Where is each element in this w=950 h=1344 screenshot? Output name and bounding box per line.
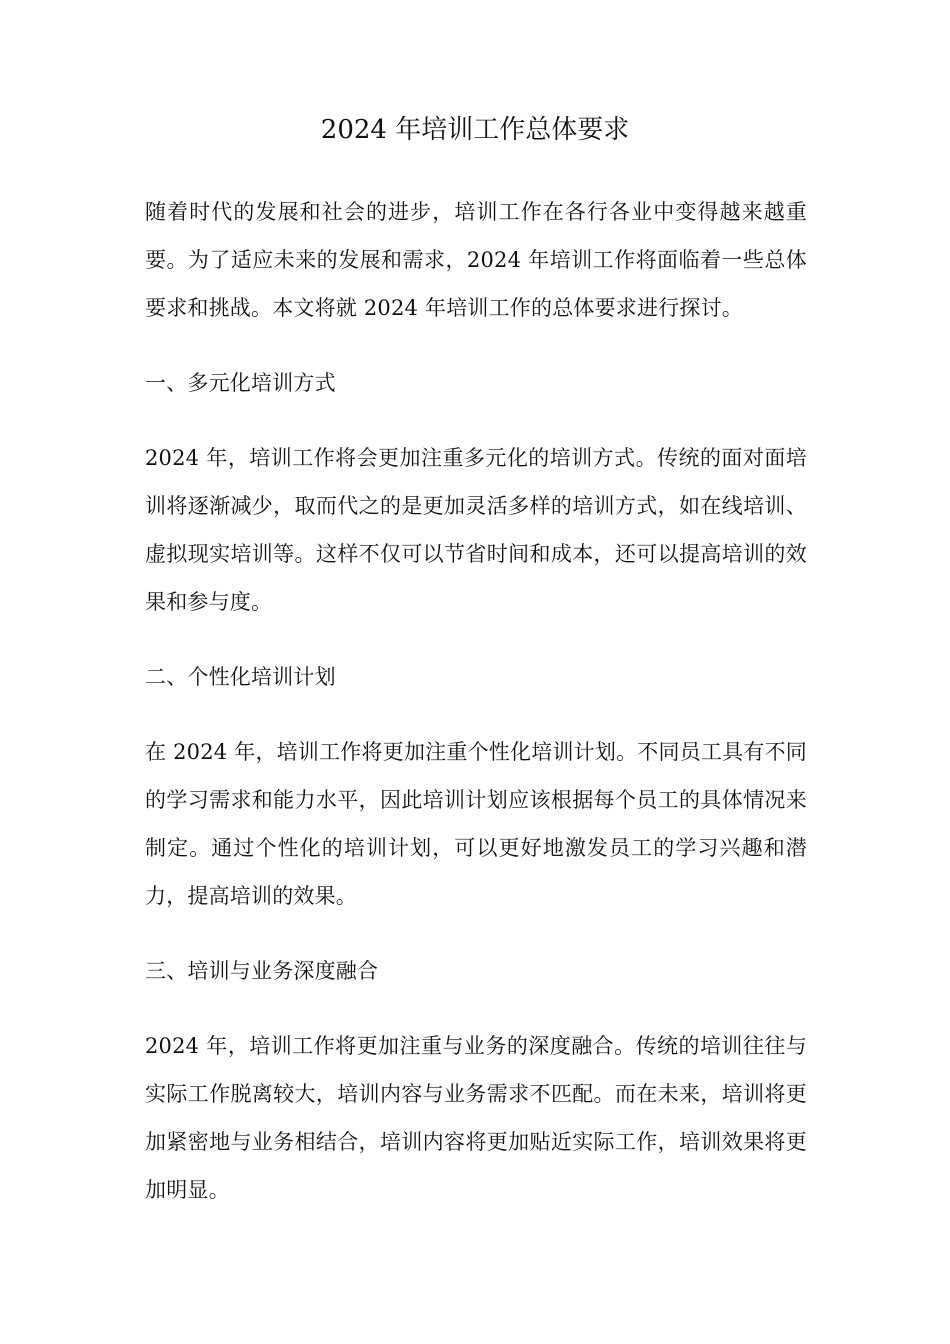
section-body-3: 2024 年，培训工作将更加注重与业务的深度融合。传统的培训往往与实际工作脱离较大，培训内容与业务需求不匹配。而在未来，培训将更加紧密地与业务相结合，培训内容将更加贴近实际工作，培训效果将更加明显。: [145, 1034, 807, 1202]
intro-paragraph: 随着时代的发展和社会的进步，培训工作在各行各业中变得越来越重要。为了适应未来的发展和需求，2024 年培训工作将面临着一些总体要求和挑战。本文将就 2024 年培训工作的总体要求进行探讨。: [145, 200, 807, 320]
section-body-2: 在 2024 年，培训工作将更加注重个性化培训计划。不同员工具有不同的学习需求和能力水平，因此培训计划应该根据每个员工的具体情况来制定。通过个性化的培训计划，可以更好地激发员工的学习兴趣和潜力，提高培训的效果。: [145, 740, 807, 908]
section-heading-1: 一、多元化培训方式: [145, 371, 336, 395]
section-heading-2: 二、个性化培训计划: [145, 665, 336, 689]
section-heading-3: 三、培训与业务深度融合: [145, 959, 379, 983]
document-body: [145, 188, 807, 1214]
section-body-1: 2024 年，培训工作将会更加注重多元化的培训方式。传统的面对面培训将逐渐减少，取而代之的是更加灵活多样的培训方式，如在线培训、虚拟现实培训等。这样不仅可以节省时间和成本，还可以提高培训的效果和参与度。: [145, 446, 807, 614]
document-title: 2024 年培训工作总体要求: [320, 115, 630, 145]
